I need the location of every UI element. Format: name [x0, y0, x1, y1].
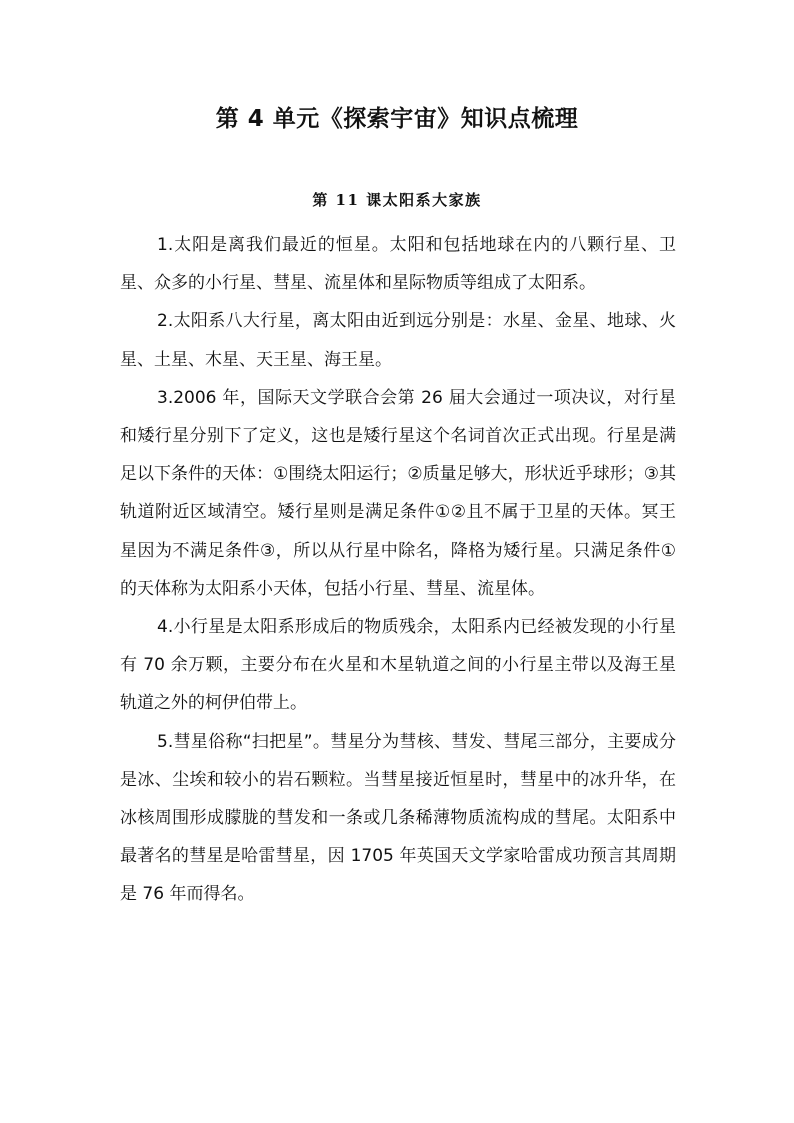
paragraph-text: 小行星是太阳系形成后的物质残余，太阳系内已经被发现的小行星有 70 余万颗，主要分布在火星和木星轨道之间的小行星主带以及海王星轨道之外的柯伊伯带上。	[120, 617, 676, 714]
paragraph-3	[120, 379, 676, 608]
paragraph-5	[120, 723, 676, 914]
paragraph-number: 3.	[157, 387, 174, 408]
paragraph-text: 彗星俗称“扫把星”。彗星分为彗核、彗发、彗尾三部分，主要成分是冰、尘埃和较小的岩石颗粒。当彗星接近恒星时，彗星中的冰升华，在冰核周围形成朦胧的彗发和一条或几条稀薄物质流构成的彗尾。太阳系中最著名的彗星是哈雷彗星，因 1705 年英国天文学家哈雷成功预言其周期是 76 年而得名。	[120, 731, 676, 905]
paragraph-2	[120, 302, 676, 378]
document-title: 第 4 单元《探索宇宙》知识点梳理	[215, 106, 579, 132]
document-body	[120, 226, 676, 914]
lesson-title: 第 11 课太阳系大家族	[312, 191, 482, 209]
paragraph-number: 1.	[157, 235, 174, 255]
paragraph-4	[120, 608, 676, 723]
paragraph-text: 2006 年，国际天文学联合会第 26 届大会通过一项决议，对行星和矮行星分别下了定义，这也是矮行星这个名词首次正式出现。行星是满足以下条件的天体：①围绕太阳运行；②质量足够大，形状近乎球形；③其轨道附近区域清空。矮行星则是满足条件①②且不属于卫星的天体。冥王星因为不满足条件③，所以从行星中除名，降格为矮行星。只满足条件①的天体称为太阳系小天体，包括小行星、彗星、流星体。	[120, 387, 676, 599]
paragraph-number: 4.	[157, 617, 174, 638]
paragraph-number: 5.	[157, 731, 174, 752]
paragraph-number: 2.	[157, 311, 174, 332]
paragraph-1	[120, 226, 676, 302]
paragraph-text: 太阳是离我们最近的恒星。太阳和包括地球在内的八颗行星、卫星、众多的小行星、彗星、流星体和星际物质等组成了太阳系。	[120, 235, 676, 294]
paragraph-text: 太阳系八大行星，离太阳由近到远分别是：水星、金星、地球、火星、土星、木星、天王星、海王星。	[120, 311, 676, 370]
